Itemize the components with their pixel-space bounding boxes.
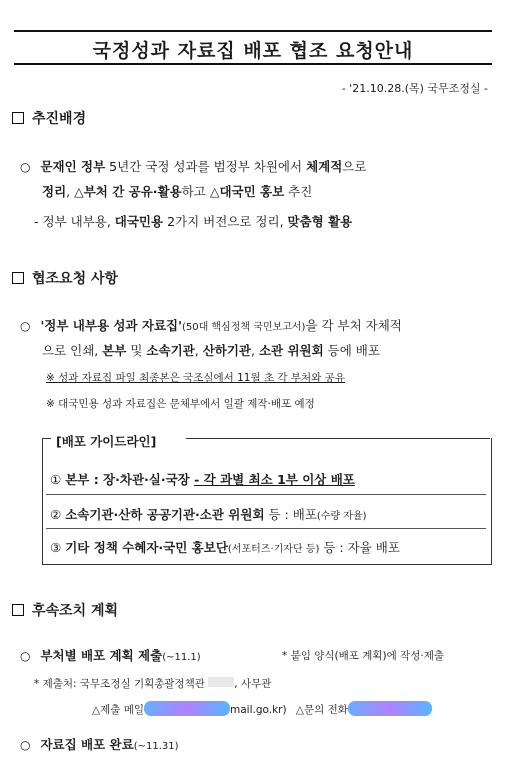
text-segment: 등에 배포 (323, 343, 380, 358)
item-number: ② (50, 507, 62, 522)
text-segment: 하고 △ (181, 184, 220, 199)
text-segment: 본부 : 장·차관·실·국장 (65, 472, 195, 487)
text-segment: , (251, 343, 259, 358)
followup-item-1-note (282, 648, 444, 663)
submit-to-line (34, 676, 271, 691)
section-heading-background (12, 108, 86, 128)
guideline-title: [배포 가이드라인] (52, 432, 160, 450)
text-segment: , △ (66, 184, 84, 199)
text-segment: ※ 대국민용 성과 자료집은 문체부에서 일괄 제작·배포 예정 (46, 398, 315, 410)
background-paragraph-line1 (20, 157, 366, 175)
text-segment: 소관 위원회 (258, 343, 324, 358)
text-segment: 부처 간 공유·활용 (83, 184, 182, 199)
section-heading-text: 협조요청 사항 (32, 271, 119, 287)
text-segment: 및 (126, 343, 147, 358)
section-heading-text: 후속조치 계획 (32, 603, 119, 619)
section-heading-followup (12, 600, 118, 620)
background-paragraph-line2 (42, 182, 312, 200)
text-segment: 을 각 부처 자체적 (305, 318, 402, 333)
text-segment: 대국민용 (114, 214, 164, 229)
text-segment: 으로 (342, 159, 367, 174)
text-segment: ※ 성과 자료집 파일 최종본은 국조실에서 11월 초 각 부처와 공유 (46, 372, 345, 384)
redacted-name (208, 677, 234, 687)
text-segment: 대국민 홍보 (219, 184, 285, 199)
title-underline (14, 63, 492, 65)
guideline-item-1 (50, 470, 355, 488)
text-segment: mail.go.kr) (230, 704, 287, 716)
text-segment: 체계적 (306, 159, 343, 174)
text-segment: 5년간 국정 성과를 범정부 차원에서 (105, 159, 307, 174)
circle-bullet-icon: ○ (20, 160, 31, 174)
text-segment: (수량 자율) (316, 511, 367, 522)
top-rule (14, 30, 492, 32)
followup-item-1 (20, 646, 201, 664)
text-segment: , 사무관 (234, 678, 272, 690)
text-segment: 등 : 자율 배포 (319, 540, 400, 555)
text-segment: '정부 내부용 성과 자료집' (40, 318, 182, 333)
text-segment: 정리 (42, 184, 67, 199)
page-title: 국정성과 자료집 배포 협조 요청안내 (92, 40, 414, 62)
circle-bullet-icon: ○ (20, 738, 31, 752)
guideline-box-top-rule (186, 438, 490, 439)
request-note-2 (46, 396, 315, 411)
text-segment: 2가지 버전으로 정리, (163, 214, 288, 229)
item-number: ① (50, 472, 62, 487)
text-segment: (~11.31) (133, 741, 179, 752)
contact-line (92, 701, 432, 717)
text-segment: 소속기관·산하 공공기관·소관 위원회 (65, 507, 265, 522)
text-segment: 부처별 배포 계획 제출 (40, 648, 163, 663)
text-segment: △제출 메일 (92, 704, 144, 716)
text-segment: 소속기관 (146, 343, 195, 358)
text-segment: △문의 전화 (295, 704, 348, 716)
request-paragraph-line2 (42, 341, 380, 359)
checkbox-square-icon (12, 112, 24, 124)
circle-bullet-icon: ○ (20, 319, 31, 333)
checkbox-square-icon (12, 272, 24, 284)
text-segment: (~11.1) (162, 652, 201, 663)
text-segment: (서포터즈·기자단 등) (227, 544, 320, 555)
text-segment: 본부 (102, 343, 127, 358)
date-line: - '21.10.28.(목) 국무조정실 - (341, 82, 488, 95)
item-number: ③ (50, 540, 62, 555)
text-segment: * 제출처: 국무조정실 기획총괄정책관 (34, 678, 209, 690)
text-segment: 으로 인쇄, (42, 343, 103, 358)
text-segment: * 붙임 양식(배포 계획)에 작성·제출 (282, 650, 444, 662)
checkbox-square-icon (12, 604, 24, 616)
text-segment: - 정부 내부용, (34, 214, 115, 229)
text-segment: 자료집 배포 완료 (40, 737, 134, 752)
text-segment: 기타 정책 수혜자·국민 홍보단 (65, 540, 228, 555)
text-segment: 맞춤형 활용 (287, 214, 353, 229)
followup-item-2 (20, 735, 179, 753)
text-segment: 추진 (284, 184, 313, 199)
request-paragraph-line1 (20, 316, 402, 334)
text-segment: , (194, 343, 203, 358)
guideline-item-3 (50, 538, 400, 556)
section-heading-text: 추진배경 (32, 111, 87, 127)
guideline-rule-2 (46, 528, 486, 529)
circle-bullet-icon: ○ (20, 649, 31, 663)
background-sub-item (34, 212, 352, 230)
redacted-phone-blur (348, 701, 432, 716)
text-segment: 문재인 정부 (40, 159, 106, 174)
guideline-item-2 (50, 505, 367, 523)
section-heading-request (12, 268, 118, 288)
guideline-rule-1 (46, 494, 486, 495)
text-segment: - 각 과별 최소 1부 이상 배포 (194, 472, 355, 487)
text-segment: 산하기관 (202, 343, 251, 358)
text-segment: (50대 핵심정책 국민보고서) (181, 322, 306, 333)
redacted-email-blur (144, 701, 230, 716)
text-segment: 등 : 배포 (264, 507, 317, 522)
request-note-1 (46, 370, 345, 385)
